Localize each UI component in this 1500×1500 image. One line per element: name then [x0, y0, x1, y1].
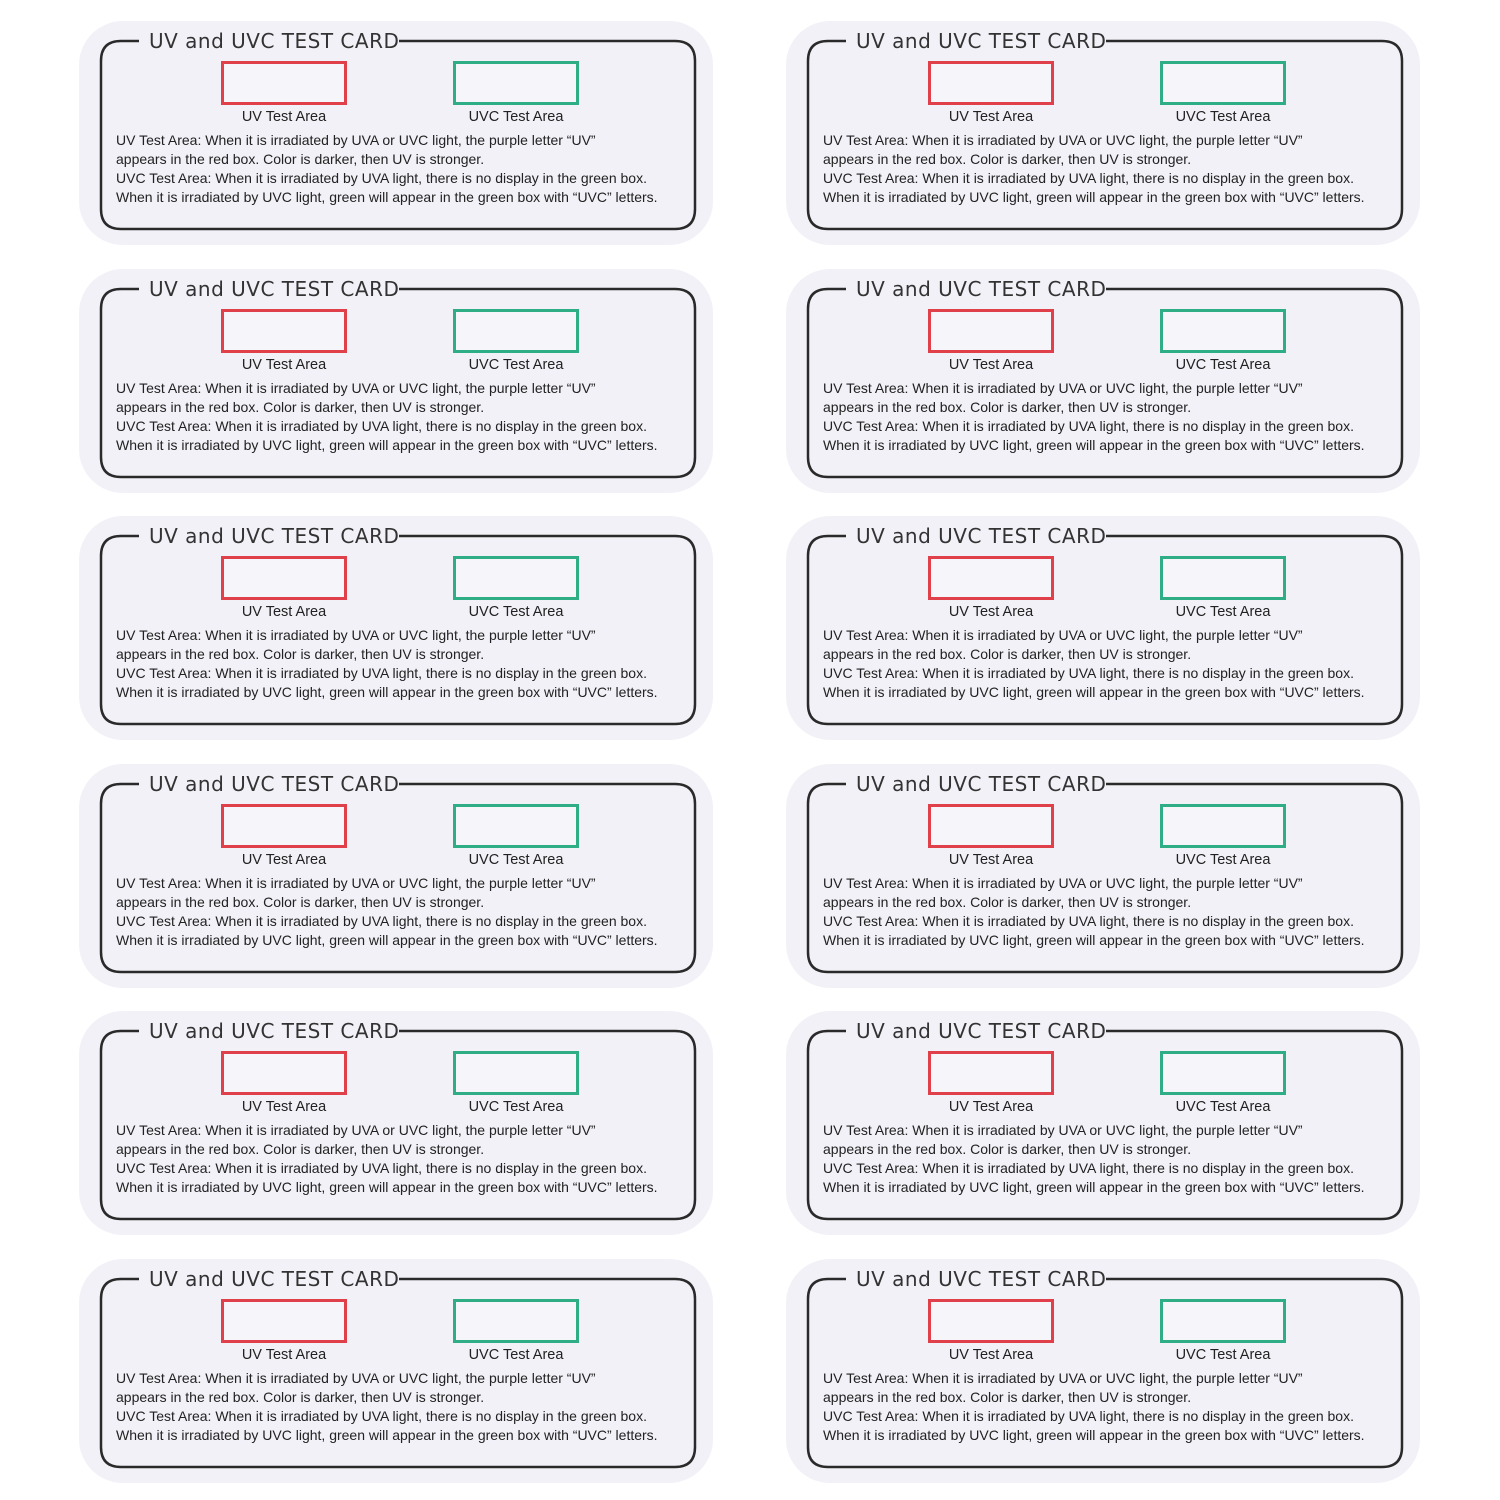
card-description: [823, 1121, 1403, 1197]
uv-test-card: [786, 269, 1420, 493]
description-line-2: appears in the red box. Color is darker, then UV is stronger.: [116, 646, 485, 662]
card-title: UV and UVC TEST CARD: [856, 524, 1107, 548]
description-line-1: UV Test Area: When it is irradiated by UVA or UVC light, the purple letter “UV”: [823, 1122, 1303, 1138]
uv-test-box: [221, 1299, 347, 1343]
card-title: UV and UVC TEST CARD: [149, 1267, 400, 1291]
description-line-3: UVC Test Area: When it is irradiated by UVA light, there is no display in the green box.: [823, 1160, 1354, 1176]
card-description: [823, 1369, 1403, 1445]
description-line-4: When it is irradiated by UVC light, green will appear in the green box with “UVC” letters.: [823, 932, 1365, 948]
description-line-1: UV Test Area: When it is irradiated by UVA or UVC light, the purple letter “UV”: [116, 1122, 596, 1138]
uv-test-card: [786, 764, 1420, 988]
description-line-3: UVC Test Area: When it is irradiated by UVA light, there is no display in the green box.: [116, 1408, 647, 1424]
description-line-2: appears in the red box. Color is darker, then UV is stronger.: [116, 399, 485, 415]
uvc-test-box: [1160, 61, 1286, 105]
uvc-test-area-label: UVC Test Area: [468, 109, 564, 125]
uvc-test-box: [453, 1299, 579, 1343]
uv-test-card: [786, 516, 1420, 740]
uvc-test-area-label: UVC Test Area: [1175, 852, 1271, 868]
card-title: UV and UVC TEST CARD: [149, 1019, 400, 1043]
uv-test-area-label: UV Test Area: [948, 357, 1034, 373]
uv-test-box: [928, 309, 1054, 353]
uv-test-area-label: UV Test Area: [241, 357, 327, 373]
description-line-2: appears in the red box. Color is darker, then UV is stronger.: [823, 1389, 1192, 1405]
uvc-test-box: [1160, 309, 1286, 353]
uv-test-box: [928, 1299, 1054, 1343]
description-line-4: When it is irradiated by UVC light, green will appear in the green box with “UVC” letters.: [116, 1427, 658, 1443]
description-line-1: UV Test Area: When it is irradiated by UVA or UVC light, the purple letter “UV”: [116, 1370, 596, 1386]
description-line-4: When it is irradiated by UVC light, green will appear in the green box with “UVC” letters.: [116, 437, 658, 453]
description-line-4: When it is irradiated by UVC light, green will appear in the green box with “UVC” letters.: [823, 1179, 1365, 1195]
uv-test-card: [79, 21, 713, 245]
description-line-1: UV Test Area: When it is irradiated by UVA or UVC light, the purple letter “UV”: [116, 380, 596, 396]
uv-test-area-label: UV Test Area: [241, 1099, 327, 1115]
card-description: [823, 379, 1403, 455]
description-line-3: UVC Test Area: When it is irradiated by UVA light, there is no display in the green box.: [823, 170, 1354, 186]
uv-test-card: [79, 764, 713, 988]
uv-test-area-label: UV Test Area: [948, 109, 1034, 125]
description-line-2: appears in the red box. Color is darker, then UV is stronger.: [116, 1141, 485, 1157]
card-description: [116, 1369, 696, 1445]
description-line-3: UVC Test Area: When it is irradiated by UVA light, there is no display in the green box.: [116, 418, 647, 434]
uvc-test-area-label: UVC Test Area: [1175, 109, 1271, 125]
card-description: [116, 131, 696, 207]
description-line-3: UVC Test Area: When it is irradiated by UVA light, there is no display in the green box.: [823, 665, 1354, 681]
description-line-1: UV Test Area: When it is irradiated by UVA or UVC light, the purple letter “UV”: [823, 380, 1303, 396]
uv-test-area-label: UV Test Area: [241, 604, 327, 620]
uvc-test-area-label: UVC Test Area: [468, 852, 564, 868]
card-title: UV and UVC TEST CARD: [856, 29, 1107, 53]
uvc-test-area-label: UVC Test Area: [468, 357, 564, 373]
description-line-4: When it is irradiated by UVC light, green will appear in the green box with “UVC” letters.: [116, 189, 658, 205]
description-line-4: When it is irradiated by UVC light, green will appear in the green box with “UVC” letters.: [116, 684, 658, 700]
uvc-test-area-label: UVC Test Area: [1175, 604, 1271, 620]
uv-test-box: [221, 804, 347, 848]
card-title: UV and UVC TEST CARD: [149, 524, 400, 548]
description-line-1: UV Test Area: When it is irradiated by UVA or UVC light, the purple letter “UV”: [823, 1370, 1303, 1386]
description-line-3: UVC Test Area: When it is irradiated by UVA light, there is no display in the green box.: [116, 913, 647, 929]
description-line-3: UVC Test Area: When it is irradiated by UVA light, there is no display in the green box.: [823, 913, 1354, 929]
uv-test-box: [221, 556, 347, 600]
uv-test-area-label: UV Test Area: [948, 604, 1034, 620]
description-line-4: When it is irradiated by UVC light, green will appear in the green box with “UVC” letters.: [823, 1427, 1365, 1443]
uvc-test-box: [453, 556, 579, 600]
uvc-test-area-label: UVC Test Area: [468, 1347, 564, 1363]
uv-test-area-label: UV Test Area: [241, 1347, 327, 1363]
uvc-test-area-label: UVC Test Area: [1175, 357, 1271, 373]
card-description: [823, 874, 1403, 950]
uv-test-box: [221, 1051, 347, 1095]
uv-test-card: [786, 21, 1420, 245]
uv-test-area-label: UV Test Area: [948, 1347, 1034, 1363]
uvc-test-box: [453, 1051, 579, 1095]
uv-test-area-label: UV Test Area: [948, 852, 1034, 868]
card-title: UV and UVC TEST CARD: [856, 277, 1107, 301]
description-line-3: UVC Test Area: When it is irradiated by UVA light, there is no display in the green box.: [823, 418, 1354, 434]
uvc-test-area-label: UVC Test Area: [468, 604, 564, 620]
uv-test-box: [221, 309, 347, 353]
card-description: [116, 1121, 696, 1197]
card-description: [116, 379, 696, 455]
description-line-4: When it is irradiated by UVC light, green will appear in the green box with “UVC” letters.: [116, 1179, 658, 1195]
description-line-2: appears in the red box. Color is darker, then UV is stronger.: [116, 894, 485, 910]
description-line-4: When it is irradiated by UVC light, green will appear in the green box with “UVC” letters.: [823, 189, 1365, 205]
card-title: UV and UVC TEST CARD: [149, 772, 400, 796]
description-line-2: appears in the red box. Color is darker, then UV is stronger.: [823, 399, 1192, 415]
uv-test-area-label: UV Test Area: [241, 852, 327, 868]
description-line-3: UVC Test Area: When it is irradiated by UVA light, there is no display in the green box.: [116, 665, 647, 681]
uv-test-box: [928, 804, 1054, 848]
uvc-test-area-label: UVC Test Area: [1175, 1099, 1271, 1115]
card-title: UV and UVC TEST CARD: [856, 1019, 1107, 1043]
uv-test-card: [79, 1011, 713, 1235]
card-title: UV and UVC TEST CARD: [149, 29, 400, 53]
uvc-test-box: [1160, 556, 1286, 600]
uvc-test-area-label: UVC Test Area: [1175, 1347, 1271, 1363]
uvc-test-box: [453, 309, 579, 353]
card-description: [823, 626, 1403, 702]
uv-test-card: [79, 1259, 713, 1483]
description-line-4: When it is irradiated by UVC light, green will appear in the green box with “UVC” letters.: [116, 932, 658, 948]
description-line-2: appears in the red box. Color is darker, then UV is stronger.: [823, 646, 1192, 662]
card-description: [116, 874, 696, 950]
card-description: [116, 626, 696, 702]
description-line-3: UVC Test Area: When it is irradiated by UVA light, there is no display in the green box.: [116, 1160, 647, 1176]
card-description: [823, 131, 1403, 207]
card-title: UV and UVC TEST CARD: [856, 1267, 1107, 1291]
uvc-test-area-label: UVC Test Area: [468, 1099, 564, 1115]
description-line-2: appears in the red box. Color is darker, then UV is stronger.: [116, 151, 485, 167]
uvc-test-box: [1160, 1299, 1286, 1343]
description-line-1: UV Test Area: When it is irradiated by UVA or UVC light, the purple letter “UV”: [823, 132, 1303, 148]
uvc-test-box: [1160, 1051, 1286, 1095]
uv-test-box: [928, 1051, 1054, 1095]
card-title: UV and UVC TEST CARD: [149, 277, 400, 301]
uv-test-card: [79, 269, 713, 493]
uvc-test-box: [453, 804, 579, 848]
description-line-2: appears in the red box. Color is darker, then UV is stronger.: [116, 1389, 485, 1405]
description-line-1: UV Test Area: When it is irradiated by UVA or UVC light, the purple letter “UV”: [116, 132, 596, 148]
description-line-1: UV Test Area: When it is irradiated by UVA or UVC light, the purple letter “UV”: [823, 875, 1303, 891]
uv-test-box: [928, 61, 1054, 105]
card-title: UV and UVC TEST CARD: [856, 772, 1107, 796]
description-line-3: UVC Test Area: When it is irradiated by UVA light, there is no display in the green box.: [823, 1408, 1354, 1424]
description-line-2: appears in the red box. Color is darker, then UV is stronger.: [823, 894, 1192, 910]
description-line-4: When it is irradiated by UVC light, green will appear in the green box with “UVC” letters.: [823, 437, 1365, 453]
uv-test-box: [928, 556, 1054, 600]
uv-test-card: [786, 1259, 1420, 1483]
uvc-test-box: [1160, 804, 1286, 848]
description-line-4: When it is irradiated by UVC light, green will appear in the green box with “UVC” letters.: [823, 684, 1365, 700]
description-line-3: UVC Test Area: When it is irradiated by UVA light, there is no display in the green box.: [116, 170, 647, 186]
description-line-2: appears in the red box. Color is darker, then UV is stronger.: [823, 1141, 1192, 1157]
uvc-test-box: [453, 61, 579, 105]
uv-test-area-label: UV Test Area: [948, 1099, 1034, 1115]
description-line-2: appears in the red box. Color is darker, then UV is stronger.: [823, 151, 1192, 167]
description-line-1: UV Test Area: When it is irradiated by UVA or UVC light, the purple letter “UV”: [823, 627, 1303, 643]
uv-test-card: [79, 516, 713, 740]
uv-test-area-label: UV Test Area: [241, 109, 327, 125]
uv-test-box: [221, 61, 347, 105]
description-line-1: UV Test Area: When it is irradiated by UVA or UVC light, the purple letter “UV”: [116, 627, 596, 643]
description-line-1: UV Test Area: When it is irradiated by UVA or UVC light, the purple letter “UV”: [116, 875, 596, 891]
uv-test-card: [786, 1011, 1420, 1235]
